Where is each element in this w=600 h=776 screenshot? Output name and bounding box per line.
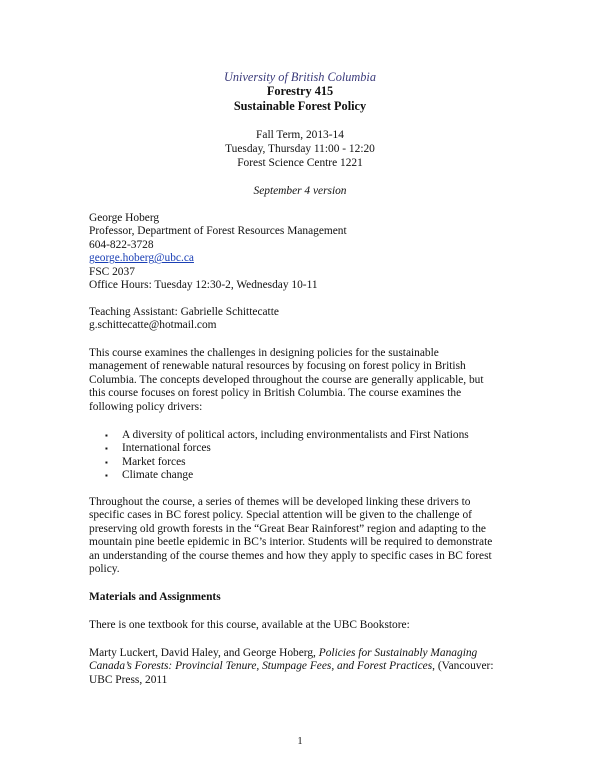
university-name: University of British Columbia [224, 70, 376, 84]
list-item [105, 469, 469, 482]
instructor-office: FSC 2037 [89, 265, 135, 278]
class-schedule: Tuesday, Thursday 11:00 - 12:20 [225, 143, 375, 155]
list-item [105, 429, 469, 442]
paragraph-line: mountain pine beetle epidemic in BC’s interior. Students will be required to demonstrate [89, 536, 493, 549]
section-heading: Materials and Assignments [89, 591, 221, 603]
instructor-name: George Hoberg [89, 212, 160, 224]
textbook-authors: Marty Luckert, David Haley, and George Hoberg, [89, 647, 319, 659]
textbook-publisher-line: UBC Press, 2011 [89, 673, 168, 686]
course-description [89, 347, 529, 414]
class-location: Forest Science Centre 1221 [237, 157, 363, 169]
textbook-title-cont: Canada’s Forests: Provincial Tenure, Stumpage Fees, and Forest Practices [89, 660, 433, 673]
term: Fall Term, 2013-14 [256, 129, 344, 141]
paragraph-line: policy. [89, 563, 120, 576]
ta-info [89, 306, 529, 333]
paragraph-line: Throughout the course, a series of themes will be developed linking these drivers to [89, 496, 471, 508]
paragraph-line: specific cases in BC forest policy. Special attention will be given to the challenge of [89, 509, 472, 522]
paragraph-line: preserving old growth forests in the “Great Bear Rainforest” region and adapting to the [89, 522, 486, 535]
textbook-publisher: , (Vancouver: [432, 660, 494, 673]
paragraph-line: an understanding of the course themes and how they apply to specific cases in BC forest [89, 549, 492, 562]
textbook-citation [89, 647, 529, 687]
paragraph-line: Columbia. The concepts developed throughout the course are generally applicable, but [89, 373, 484, 386]
instructor-phone: 604-822-3728 [89, 238, 154, 251]
list-item [105, 442, 469, 455]
square-bullet-icon: ▪ [105, 457, 108, 467]
paragraph-line: this course focuses on forest policy in British Columbia. The course examines the [89, 387, 462, 400]
instructor-position: Professor, Department of Forest Resources Management [89, 225, 347, 238]
course-code: Forestry 415 [266, 84, 334, 98]
instructor-email-link[interactable]: george.hoberg@ubc.ca [89, 252, 194, 265]
ta-email: g.schittecatte@hotmail.com [89, 319, 217, 332]
list-item [105, 456, 469, 469]
document-version: September 4 version [253, 185, 347, 197]
list-item-text: Market forces [122, 455, 186, 468]
page-number: 1 [297, 736, 303, 747]
list-item-text: Climate change [122, 469, 194, 482]
ta-name: Teaching Assistant: Gabrielle Schittecatte [89, 306, 279, 318]
paragraph-line: following policy drivers: [89, 400, 203, 413]
course-title: Sustainable Forest Policy [233, 99, 367, 113]
square-bullet-icon: ▪ [105, 471, 108, 481]
textbook-intro: There is one textbook for this course, available at the UBC Bookstore: [89, 619, 410, 631]
course-themes [89, 496, 529, 576]
policy-drivers-list [105, 429, 469, 483]
office-hours: Office Hours: Tuesday 12:30-2, Wednesday 10-11 [89, 279, 318, 292]
paragraph-line: management of renewable natural resources by focusing on forest policy in British [89, 360, 466, 373]
square-bullet-icon: ▪ [105, 431, 108, 440]
instructor-info [89, 212, 529, 292]
list-item-text: International forces [122, 442, 211, 455]
textbook-title: Policies for Sustainably Managing [318, 647, 478, 659]
square-bullet-icon: ▪ [105, 444, 108, 454]
paragraph-line: This course examines the challenges in designing policies for the sustainable [89, 347, 439, 359]
list-item-text: A diversity of political actors, including environmentalists and First Nations [122, 429, 469, 441]
